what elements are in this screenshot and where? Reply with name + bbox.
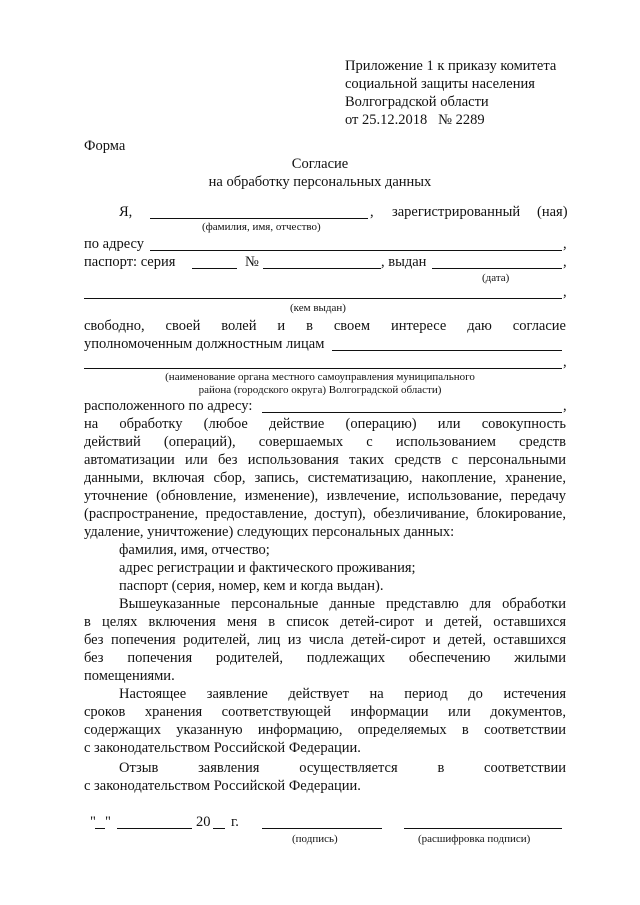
officials-line[interactable] bbox=[332, 350, 562, 351]
document-title: Согласие bbox=[291, 156, 349, 172]
fio-hint: (фамилия, имя, отчество) bbox=[202, 221, 321, 233]
processing-line: данными, включая сбор, запись, систематизацию, накопление, хранение, bbox=[84, 470, 566, 486]
date-quote-open: " bbox=[90, 814, 96, 830]
revocation-line: Отзыв заявления осуществляется в соответствии bbox=[119, 760, 566, 776]
gender-suffix: (ная) bbox=[537, 204, 568, 220]
located-label: расположенного по адресу: bbox=[84, 398, 253, 414]
consent-line-1: свободно, своей волей и в своем интересе даю согласие bbox=[84, 318, 566, 334]
processing-line: на обработку (любое действие (операцию) или совокупность bbox=[84, 416, 566, 432]
signature-decode-line[interactable] bbox=[404, 828, 562, 829]
validity-line: Настоящее заявление действует на период до истечения bbox=[119, 686, 566, 702]
comma: , bbox=[563, 354, 567, 370]
organ-hint-2: района (городского округа) Волгоградской области) bbox=[198, 384, 442, 396]
comma: , bbox=[370, 204, 374, 220]
header-line-3: Волгоградской области bbox=[345, 94, 489, 110]
purpose-line: без попечения родителей, подлежащих обеспечению жилыми bbox=[84, 650, 566, 666]
validity-line: содержащих указанную информацию, определяемых в соответствии bbox=[84, 722, 566, 738]
validity-line: сроков хранения соответствующей информации или документов, bbox=[84, 704, 566, 720]
data-item: паспорт (серия, номер, кем и когда выдан). bbox=[119, 578, 384, 594]
data-item: фамилия, имя, отчество; bbox=[119, 542, 270, 558]
issued-by-line[interactable] bbox=[84, 298, 562, 299]
form-label: Форма bbox=[84, 138, 126, 154]
date-quote-close: " bbox=[105, 814, 111, 830]
consent-line-2: уполномоченным должностным лицам bbox=[84, 336, 325, 352]
signature-decode-hint: (расшифровка подписи) bbox=[418, 833, 531, 845]
fio-line[interactable] bbox=[150, 218, 368, 219]
document-subtitle: на обработку персональных данных bbox=[208, 174, 432, 190]
processing-line-last: удаление, уничтожение) следующих персональных данных: bbox=[84, 524, 455, 540]
passport-series-line[interactable] bbox=[192, 268, 237, 269]
revocation-line-last: с законодательством Российской Федерации. bbox=[84, 778, 361, 794]
registered-label: зарегистрированный bbox=[392, 204, 521, 220]
signature-line[interactable] bbox=[262, 828, 382, 829]
comma: , bbox=[563, 254, 567, 270]
year-prefix: 20 bbox=[196, 814, 211, 830]
issued-label: , выдан bbox=[381, 254, 427, 270]
processing-line: действий (операций), совершаемых с использованием средств bbox=[84, 434, 566, 450]
year-suffix: г. bbox=[231, 814, 239, 830]
address-line[interactable] bbox=[150, 250, 562, 251]
passport-number-line[interactable] bbox=[263, 268, 381, 269]
data-item: адрес регистрации и фактического проживания; bbox=[119, 560, 416, 576]
month-line[interactable] bbox=[117, 828, 192, 829]
signature-hint: (подпись) bbox=[292, 833, 338, 845]
organ-hint-1: (наименование органа местного самоуправления муниципального bbox=[165, 371, 475, 383]
purpose-line: без попечения родителей, лиц из числа детей-сирот и детей, оставшихся bbox=[84, 632, 566, 648]
year-line[interactable] bbox=[213, 828, 225, 829]
comma: , bbox=[563, 284, 567, 300]
processing-line: (распространение, предоставление, доступ), обезличивание, блокирование, bbox=[84, 506, 566, 522]
purpose-line: Вышеуказанные персональные данные представлю для обработки bbox=[119, 596, 566, 612]
date-hint: (дата) bbox=[482, 272, 510, 284]
purpose-line-last: помещениями. bbox=[84, 668, 175, 684]
processing-line: уточнение (обновление, изменение), извлечение, использование, передачу bbox=[84, 488, 566, 504]
number-label: № bbox=[245, 254, 259, 270]
passport-series-label: паспорт: серия bbox=[84, 254, 176, 270]
pronoun-label: Я, bbox=[119, 204, 133, 220]
issue-date-line[interactable] bbox=[432, 268, 562, 269]
organ-line[interactable] bbox=[84, 368, 562, 369]
validity-line-last: с законодательством Российской Федерации. bbox=[84, 740, 361, 756]
header-line-4: от 25.12.2018 № 2289 bbox=[345, 112, 485, 128]
organ-address-line[interactable] bbox=[262, 412, 562, 413]
comma: , bbox=[563, 236, 567, 252]
processing-line: автоматизации или без использования таких средств с персональными bbox=[84, 452, 566, 468]
header-line-2: социальной защиты населения bbox=[345, 76, 535, 92]
address-label: по адресу bbox=[84, 236, 144, 252]
purpose-line: в целях включения меня в список детей-сирот и детей, оставшихся bbox=[84, 614, 566, 630]
comma: , bbox=[563, 398, 567, 414]
day-line[interactable] bbox=[95, 828, 105, 829]
issued-by-hint: (кем выдан) bbox=[290, 302, 346, 314]
header-line-1: Приложение 1 к приказу комитета bbox=[345, 58, 557, 74]
